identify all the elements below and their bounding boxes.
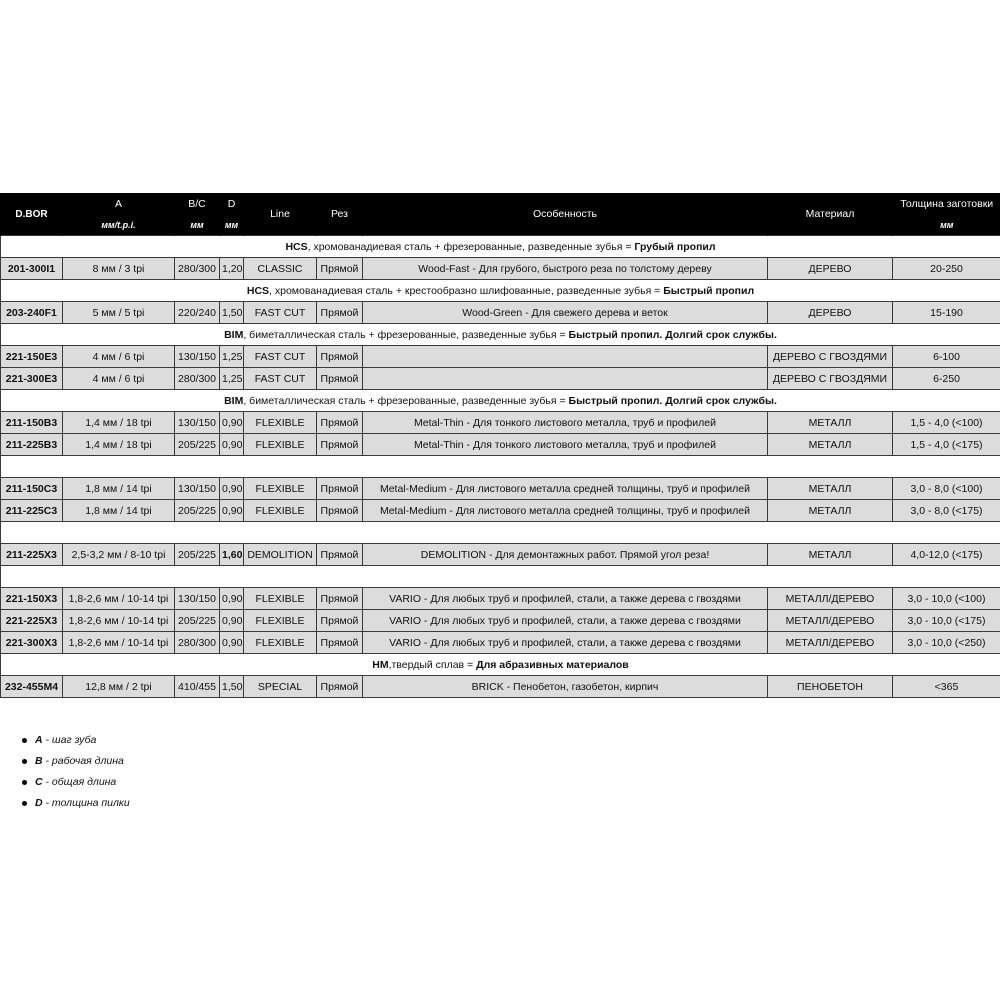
cell-workpiece: 4,0-12,0 (<175) xyxy=(893,544,1000,566)
col-material-header: Материал xyxy=(768,193,893,236)
table-row xyxy=(1,258,1000,280)
cell-thickness: 0,90 xyxy=(220,632,244,654)
legend-key: A xyxy=(35,734,43,746)
cell-material: ДЕРЕВО С ГВОЗДЯМИ xyxy=(768,368,893,390)
cell-thickness: 0,90 xyxy=(220,434,244,456)
cell-length: 280/300 xyxy=(175,632,220,654)
legend-item xyxy=(22,795,130,816)
cell-code: 211-225C3 xyxy=(1,500,63,522)
section-title xyxy=(1,390,1000,412)
legend-text: - рабочая длина xyxy=(42,755,124,767)
cell-feature: Metal-Medium - Для листового металла средней толщины, труб и профилей xyxy=(363,500,768,522)
col-line-header: Line xyxy=(244,193,317,236)
cell-material: МЕТАЛЛ xyxy=(768,478,893,500)
section-text-part: , биметаллическая сталь + фрезерованные, разведенные зубья = xyxy=(243,394,569,407)
section-title xyxy=(1,236,1000,258)
cell-feature: Metal-Medium - Для листового металла средней толщины, труб и профилей xyxy=(363,478,768,500)
section-text-part: HM xyxy=(372,658,389,671)
cell-length: 205/225 xyxy=(175,610,220,632)
cell-material: МЕТАЛЛ/ДЕРЕВО xyxy=(768,610,893,632)
legend-item xyxy=(22,732,130,753)
cell-cut: Прямой xyxy=(317,632,363,654)
cell-workpiece: 15-190 xyxy=(893,302,1000,324)
bullet-icon xyxy=(22,738,27,743)
cell-pitch: 1,4 мм / 18 tpi xyxy=(63,434,175,456)
col-a-header: A xyxy=(63,193,175,215)
cell-thickness: 1,50 xyxy=(220,302,244,324)
table-header xyxy=(1,193,1000,236)
cell-code: 221-300E3 xyxy=(1,368,63,390)
section-text-part: Быстрый пропил xyxy=(663,284,755,297)
section-row xyxy=(1,324,1000,346)
cell-cut: Прямой xyxy=(317,368,363,390)
section-title xyxy=(1,324,1000,346)
table-body xyxy=(1,236,1000,698)
cell-cut: Прямой xyxy=(317,500,363,522)
cell-pitch: 5 мм / 5 tpi xyxy=(63,302,175,324)
cell-thickness: 1,50 xyxy=(220,676,244,698)
cell-workpiece: 3,0 - 8,0 (<100) xyxy=(893,478,1000,500)
cell-cut: Прямой xyxy=(317,478,363,500)
cell-cut: Прямой xyxy=(317,302,363,324)
cell-pitch: 1,8 мм / 14 tpi xyxy=(63,478,175,500)
cell-workpiece: 6-100 xyxy=(893,346,1000,368)
col-bc-header: B/C xyxy=(175,193,220,215)
section-text-part: , хромованадиевая сталь + крестообразно шлифованные, разведенные зубья = xyxy=(269,284,664,297)
cell-code: 211-225X3 xyxy=(1,544,63,566)
cell-thickness: 1,20 xyxy=(220,258,244,280)
cell-line: FLEXIBLE xyxy=(244,478,317,500)
cell-workpiece: 3,0 - 8,0 (<175) xyxy=(893,500,1000,522)
cell-workpiece: 6-250 xyxy=(893,368,1000,390)
table-row xyxy=(1,500,1000,522)
cell-cut: Прямой xyxy=(317,412,363,434)
cell-line: SPECIAL xyxy=(244,676,317,698)
table-row xyxy=(1,368,1000,390)
col-thickness-header: Толщина заготовки xyxy=(893,193,1000,215)
bullet-icon xyxy=(22,801,27,806)
cell-pitch: 4 мм / 6 tpi xyxy=(63,346,175,368)
col-thickness-unit: мм xyxy=(893,215,1000,236)
cell-cut: Прямой xyxy=(317,434,363,456)
section-text-part: Грубый пропил xyxy=(634,240,716,253)
spacer-cell xyxy=(1,456,1000,478)
cell-feature: Wood-Fast - Для грубого, быстрого реза по толстому дереву xyxy=(363,258,768,280)
cell-material: МЕТАЛЛ xyxy=(768,544,893,566)
cell-line: FAST CUT xyxy=(244,302,317,324)
legend-key: C xyxy=(35,776,43,788)
col-feature-header: Особенность xyxy=(363,193,768,236)
cell-line: FAST CUT xyxy=(244,368,317,390)
spacer-cell xyxy=(1,522,1000,544)
section-text-part: BIM xyxy=(224,394,244,407)
table-row xyxy=(1,632,1000,654)
cell-line: FLEXIBLE xyxy=(244,434,317,456)
cell-workpiece: 3,0 - 10,0 (<100) xyxy=(893,588,1000,610)
table-row xyxy=(1,478,1000,500)
spacer-cell xyxy=(1,566,1000,588)
col-d-header: D xyxy=(220,193,244,215)
table-row xyxy=(1,610,1000,632)
cell-feature xyxy=(363,368,768,390)
legend-text: - шаг зуба xyxy=(42,734,97,746)
cell-workpiece: <365 xyxy=(893,676,1000,698)
cell-code: 211-150C3 xyxy=(1,478,63,500)
table-row xyxy=(1,676,1000,698)
cell-length: 130/150 xyxy=(175,412,220,434)
cell-code: 211-150B3 xyxy=(1,412,63,434)
cell-length: 205/225 xyxy=(175,500,220,522)
cell-cut: Прямой xyxy=(317,258,363,280)
cell-cut: Прямой xyxy=(317,346,363,368)
cell-code: 201-300I1 xyxy=(1,258,63,280)
legend-item xyxy=(22,753,130,774)
legend-text: - общая длина xyxy=(42,776,117,788)
cell-feature: Metal-Thin - Для тонкого листового металла, труб и профилей xyxy=(363,434,768,456)
cell-material: ДЕРЕВО С ГВОЗДЯМИ xyxy=(768,346,893,368)
section-text-part: , хромованадиевая сталь + фрезерованные, разведенные зубья = xyxy=(307,240,635,253)
cell-length: 205/225 xyxy=(175,434,220,456)
cell-thickness: 0,90 xyxy=(220,610,244,632)
spec-table xyxy=(0,193,1000,698)
section-text-part: HCS xyxy=(246,284,270,297)
cell-pitch: 12,8 мм / 2 tpi xyxy=(63,676,175,698)
cell-workpiece: 1,5 - 4,0 (<175) xyxy=(893,434,1000,456)
cell-length: 205/225 xyxy=(175,544,220,566)
cell-material: ПЕНОБЕТОН xyxy=(768,676,893,698)
cell-pitch: 2,5-3,2 мм / 8-10 tpi xyxy=(63,544,175,566)
cell-code: 211-225B3 xyxy=(1,434,63,456)
legend-item xyxy=(22,774,130,795)
section-text-part: Для абразивных материалов xyxy=(476,658,629,671)
cell-pitch: 1,4 мм / 18 tpi xyxy=(63,412,175,434)
table-row xyxy=(1,412,1000,434)
section-text-part: HCS xyxy=(285,240,308,253)
section-text-part: BIM xyxy=(224,328,244,341)
cell-feature: VARIO - Для любых труб и профилей, стали, а также дерева с гвоздями xyxy=(363,610,768,632)
bullet-icon xyxy=(22,780,27,785)
table-row xyxy=(1,434,1000,456)
cell-thickness: 0,90 xyxy=(220,588,244,610)
cell-code: 232-455M4 xyxy=(1,676,63,698)
section-text-part: ,твердый сплав = xyxy=(388,658,477,671)
cell-feature: Metal-Thin - Для тонкого листового металла, труб и профилей xyxy=(363,412,768,434)
bullet-icon xyxy=(22,759,27,764)
blade-spec-sheet xyxy=(0,193,1000,698)
cell-line: FAST CUT xyxy=(244,346,317,368)
cell-length: 220/240 xyxy=(175,302,220,324)
cell-pitch: 8 мм / 3 tpi xyxy=(63,258,175,280)
cell-length: 280/300 xyxy=(175,258,220,280)
cell-length: 130/150 xyxy=(175,588,220,610)
cell-line: FLEXIBLE xyxy=(244,412,317,434)
cell-feature: DEMOLITION - Для демонтажных работ. Прямой угол реза! xyxy=(363,544,768,566)
cell-cut: Прямой xyxy=(317,544,363,566)
cell-length: 280/300 xyxy=(175,368,220,390)
section-row xyxy=(1,390,1000,412)
legend-text: - толщина пилки xyxy=(42,797,130,809)
spacer-row xyxy=(1,522,1000,544)
cell-thickness: 1,60 xyxy=(220,544,244,566)
cell-thickness: 0,90 xyxy=(220,478,244,500)
cell-material: ДЕРЕВО xyxy=(768,302,893,324)
spacer-row xyxy=(1,456,1000,478)
section-row xyxy=(1,654,1000,676)
table-row xyxy=(1,544,1000,566)
cell-code: 221-225X3 xyxy=(1,610,63,632)
cell-code: 221-150X3 xyxy=(1,588,63,610)
cell-thickness: 1,25 xyxy=(220,346,244,368)
cell-thickness: 0,90 xyxy=(220,500,244,522)
cell-material: МЕТАЛЛ xyxy=(768,412,893,434)
col-a-unit: мм/t.p.i. xyxy=(63,215,175,236)
cell-line: FLEXIBLE xyxy=(244,632,317,654)
cell-code: 221-150E3 xyxy=(1,346,63,368)
cell-line: FLEXIBLE xyxy=(244,500,317,522)
cell-code: 221-300X3 xyxy=(1,632,63,654)
cell-line: FLEXIBLE xyxy=(244,610,317,632)
cell-workpiece: 20-250 xyxy=(893,258,1000,280)
legend-list xyxy=(22,732,130,816)
section-row xyxy=(1,236,1000,258)
cell-cut: Прямой xyxy=(317,610,363,632)
cell-pitch: 1,8-2,6 мм / 10-14 tpi xyxy=(63,588,175,610)
table-row xyxy=(1,588,1000,610)
cell-feature: Wood-Green - Для свежего дерева и веток xyxy=(363,302,768,324)
cell-feature: VARIO - Для любых труб и профилей, стали, а также дерева с гвоздями xyxy=(363,632,768,654)
cell-length: 410/455 xyxy=(175,676,220,698)
section-title xyxy=(1,280,1000,302)
section-text-part: Быстрый пропил. Долгий срок службы. xyxy=(568,394,777,407)
cell-workpiece: 3,0 - 10,0 (<250) xyxy=(893,632,1000,654)
cell-feature xyxy=(363,346,768,368)
cell-line: CLASSIC xyxy=(244,258,317,280)
cell-feature: VARIO - Для любых труб и профилей, стали, а также дерева с гвоздями xyxy=(363,588,768,610)
section-text-part: , биметаллическая сталь + фрезерованные, разведенные зубья = xyxy=(243,328,569,341)
legend-key: D xyxy=(35,797,43,809)
col-bc-unit: мм xyxy=(175,215,220,236)
cell-line: DEMOLITION xyxy=(244,544,317,566)
cell-pitch: 4 мм / 6 tpi xyxy=(63,368,175,390)
col-rez-header: Рез xyxy=(317,193,363,236)
cell-pitch: 1,8 мм / 14 tpi xyxy=(63,500,175,522)
spacer-row xyxy=(1,566,1000,588)
cell-code: 203-240F1 xyxy=(1,302,63,324)
cell-thickness: 1,25 xyxy=(220,368,244,390)
cell-workpiece: 1,5 - 4,0 (<100) xyxy=(893,412,1000,434)
cell-line: FLEXIBLE xyxy=(244,588,317,610)
cell-length: 130/150 xyxy=(175,478,220,500)
legend-key: B xyxy=(35,755,43,767)
cell-workpiece: 3,0 - 10,0 (<175) xyxy=(893,610,1000,632)
cell-length: 130/150 xyxy=(175,346,220,368)
section-row xyxy=(1,280,1000,302)
section-title xyxy=(1,654,1000,676)
cell-material: МЕТАЛЛ/ДЕРЕВО xyxy=(768,588,893,610)
cell-material: ДЕРЕВО xyxy=(768,258,893,280)
table-row xyxy=(1,346,1000,368)
cell-material: МЕТАЛЛ xyxy=(768,434,893,456)
cell-thickness: 0,90 xyxy=(220,412,244,434)
col-d-unit: мм xyxy=(220,215,244,236)
cell-material: МЕТАЛЛ/ДЕРЕВО xyxy=(768,632,893,654)
cell-cut: Прямой xyxy=(317,588,363,610)
col-dbor-header: D.BOR xyxy=(1,193,63,236)
cell-feature: BRICK - Пенобетон, газобетон, кирпич xyxy=(363,676,768,698)
section-text-part: Быстрый пропил. Долгий срок службы. xyxy=(568,328,777,341)
cell-material: МЕТАЛЛ xyxy=(768,500,893,522)
table-row xyxy=(1,302,1000,324)
cell-pitch: 1,8-2,6 мм / 10-14 tpi xyxy=(63,632,175,654)
cell-pitch: 1,8-2,6 мм / 10-14 tpi xyxy=(63,610,175,632)
cell-cut: Прямой xyxy=(317,676,363,698)
